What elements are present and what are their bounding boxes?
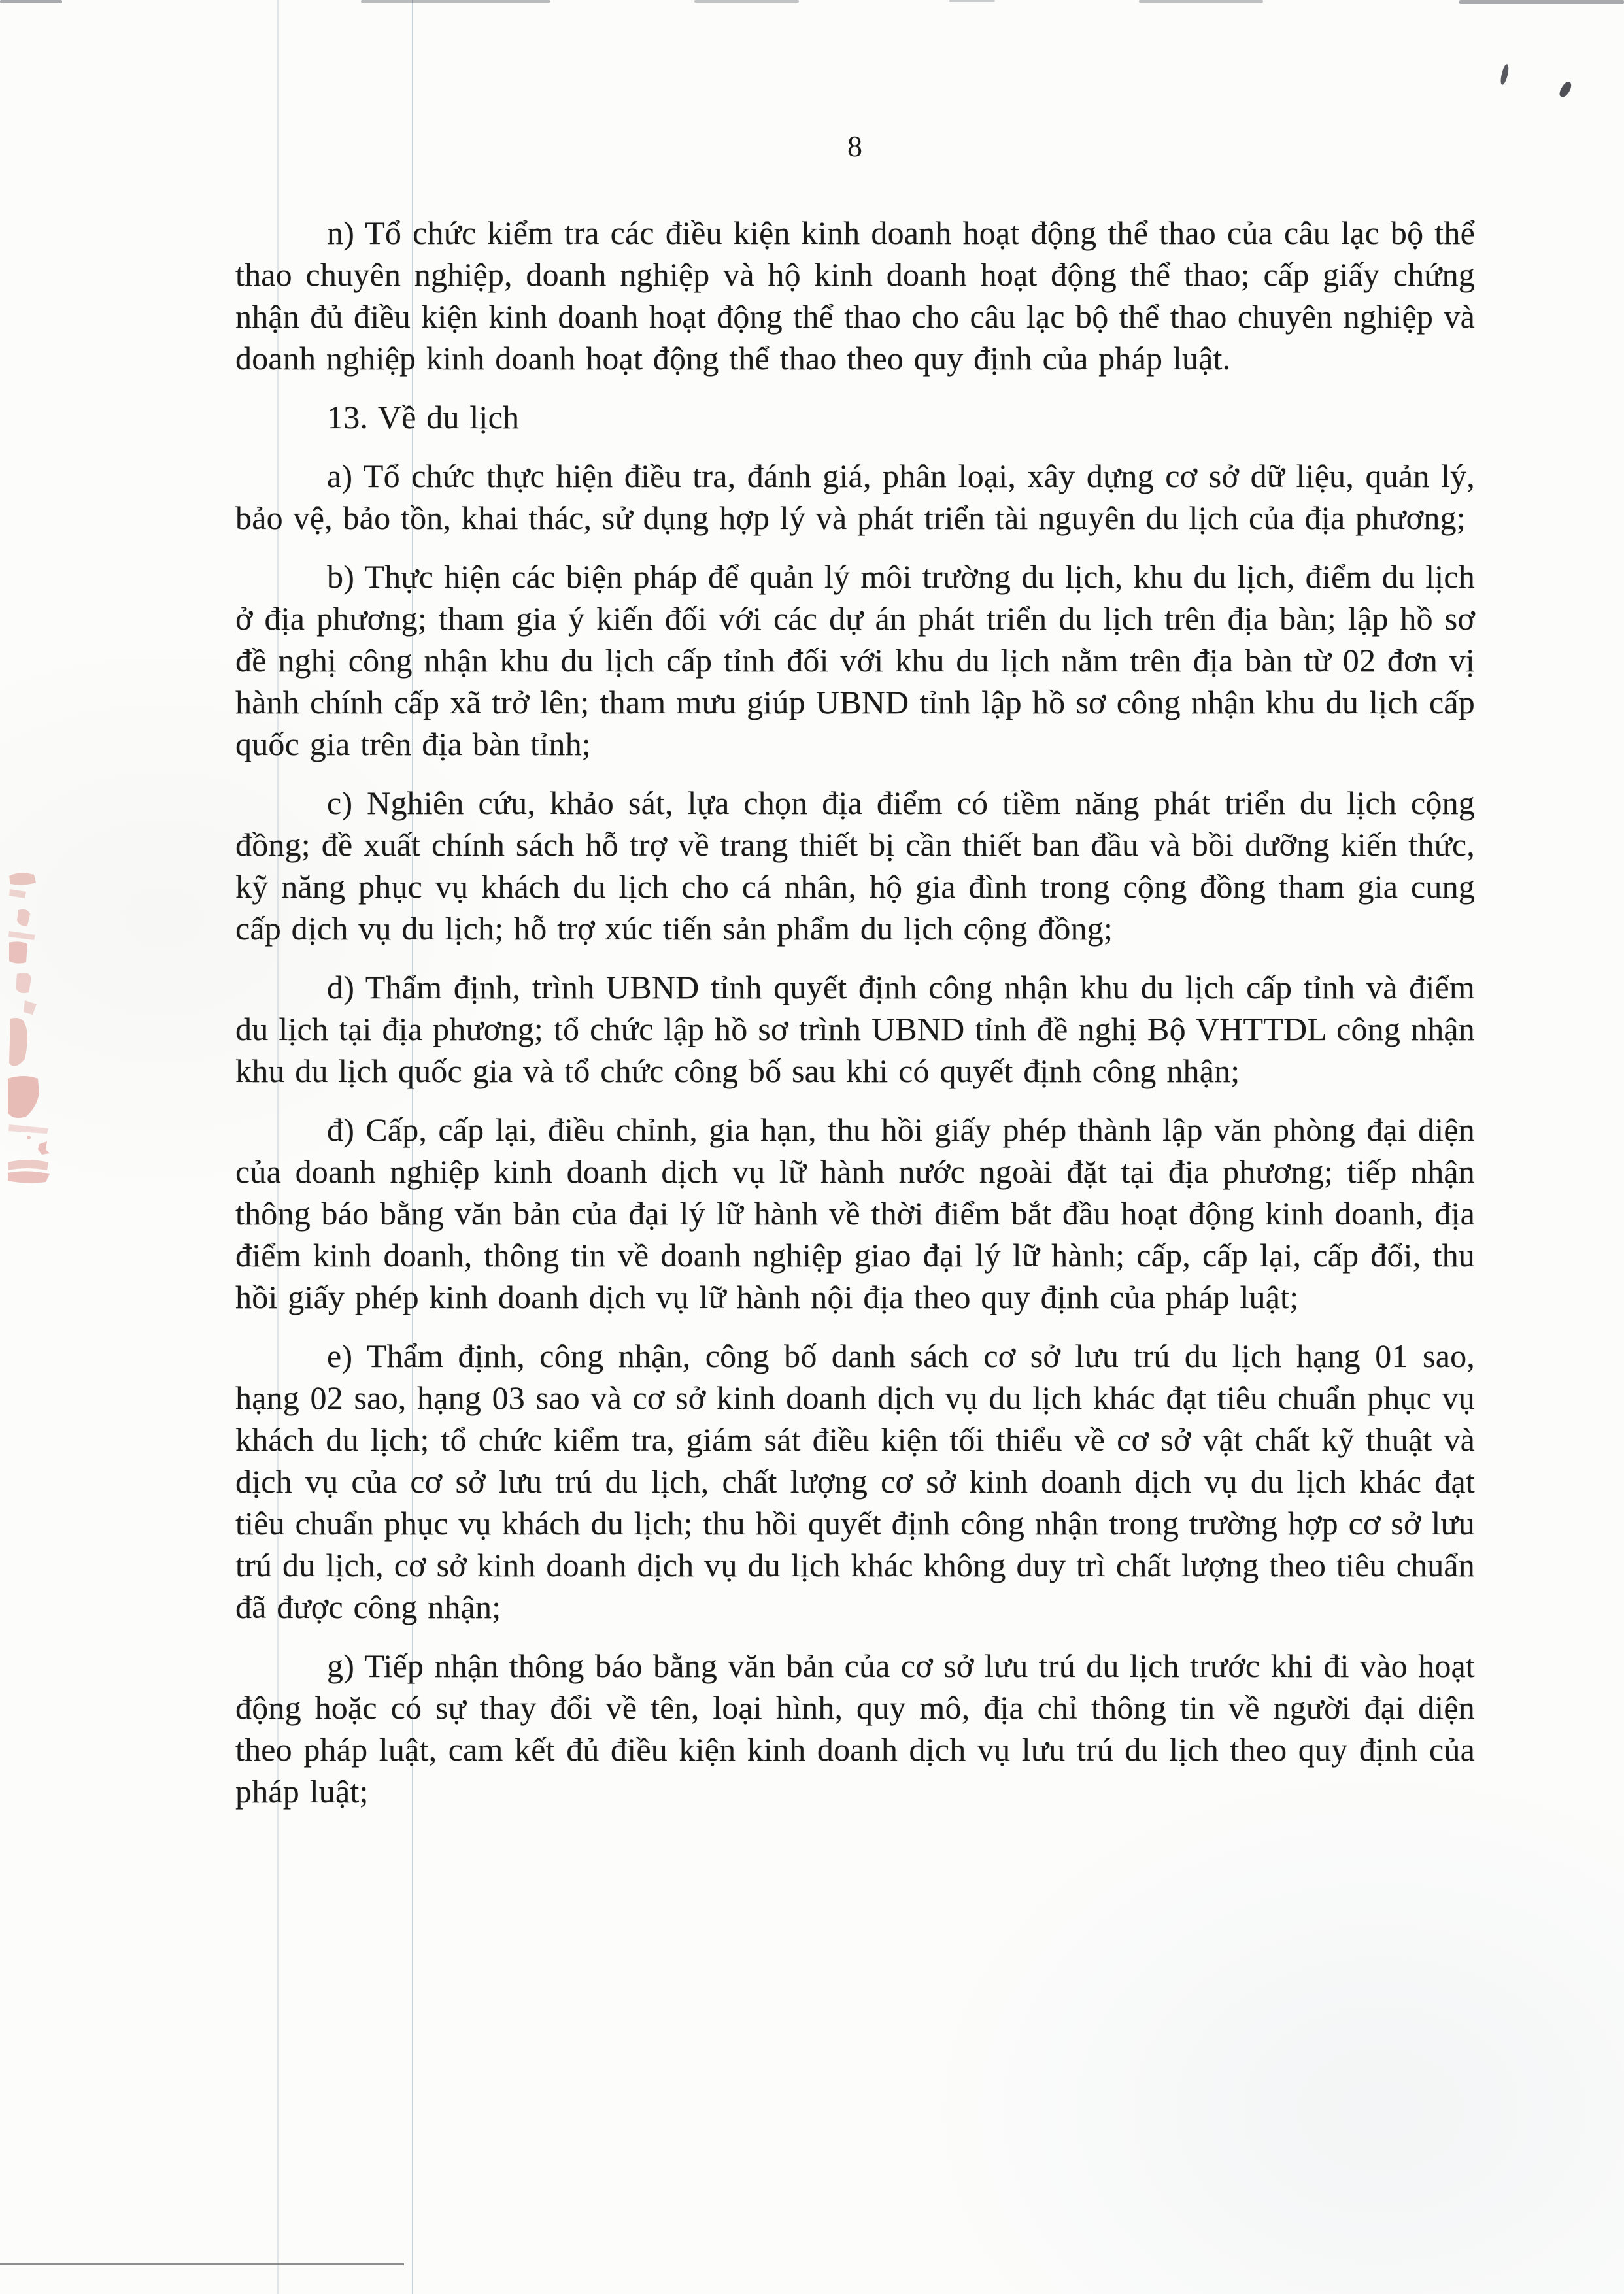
section-heading-13-du-lich: 13. Về du lịch: [327, 399, 520, 435]
scan-smudge-top-edge: [1139, 0, 1263, 3]
scan-line-bottom-left: [0, 2263, 404, 2265]
paragraph-b: b) Thực hiện các biện pháp để quản lý môi trường du lịch, khu du lịch, điểm du lịch ở địa phương; tham gia ý kiến đối với các dự án phát triển du lịch trên địa bàn; lập hồ sơ đề nghị công nhận khu du lịch cấp tỉnh đối với khu du lịch nằm trên địa bàn từ 02 đơn vị hành chính cấp xã trở lên; tham mưu giúp UBND tỉnh lập hồ sơ công nhận khu du lịch cấp quốc gia trên địa bàn tỉnh;: [235, 558, 1475, 762]
paragraph-c: c) Nghiên cứu, khảo sát, lựa chọn địa điểm có tiềm năng phát triển du lịch cộng đồng; đề xuất chính sách hỗ trợ về trang thiết bị cần thiết ban đầu và bồi dưỡng kiến thức, kỹ năng phục vụ khách du lịch cho cá nhân, hộ gia đình trong cộng đồng tham gia cung cấp dịch vụ du lịch; hỗ trợ xúc tiến sản phẩm du lịch cộng đồng;: [235, 784, 1475, 947]
document-body: [235, 129, 1475, 1829]
red-stamp-fragment: [0, 863, 62, 1190]
pen-tick-icon: [1499, 63, 1510, 85]
scan-smudge-top-edge: [1459, 0, 1624, 4]
paragraph-g: g) Tiếp nhận thông báo bằng văn bản của cơ sở lưu trú du lịch trước khi đi vào hoạt động hoặc có sự thay đổi về tên, loại hình, quy mô, địa chỉ thông tin về người đại diện theo pháp luật, cam kết đủ điều kiện kinh doanh dịch vụ lưu trú du lịch theo quy định của pháp luật;: [235, 1647, 1475, 1810]
paragraph-e: e) Thẩm định, công nhận, công bố danh sách cơ sở lưu trú du lịch hạng 01 sao, hạng 02 sao, hạng 03 sao và cơ sở kinh doanh dịch vụ du lịch khác đạt tiêu chuẩn phục vụ khách du lịch; tổ chức kiểm tra, giám sát điều kiện tối thiểu về cơ sở vật chất kỹ thuật và dịch vụ của cơ sở lưu trú du lịch, chất lượng cơ sở kinh doanh dịch vụ du lịch khác đạt tiêu chuẩn phục vụ khách du lịch; thu hồi quyết định công nhận trong trường hợp cơ sở lưu trú du lịch, cơ sở kinh doanh dịch vụ du lịch khác không duy trì chất lượng theo tiêu chuẩn đã được công nhận;: [235, 1338, 1475, 1625]
paragraph-d: d) Thẩm định, trình UBND tỉnh quyết định công nhận khu du lịch cấp tỉnh và điểm du lịch tại địa phương; tổ chức lập hồ sơ trình UBND tỉnh đề nghị Bộ VHTTDL công nhận khu du lịch quốc gia và tổ chức công bố sau khi có quyết định công nhận;: [235, 969, 1475, 1089]
page-number: 8: [847, 129, 863, 163]
scan-smudge-top-edge: [694, 0, 799, 3]
paragraph-a: a) Tổ chức thực hiện điều tra, đánh giá, phân loại, xây dựng cơ sở dữ liệu, quản lý, bảo vệ, bảo tồn, khai thác, sử dụng hợp lý và phát triển tài nguyên du lịch của địa phương;: [235, 458, 1475, 536]
scan-smudge-top-edge: [361, 0, 550, 3]
paragraph-dd: đ) Cấp, cấp lại, điều chỉnh, gia hạn, thu hồi giấy phép thành lập văn phòng đại diện của doanh nghiệp kinh doanh dịch vụ lữ hành nước ngoài đặt tại địa phương; tiếp nhận thông báo bằng văn bản của đại lý lữ hành về thời điểm bắt đầu hoạt động kinh doanh, địa điểm kinh doanh, thông tin về doanh nghiệp giao đại lý lữ hành; cấp, cấp lại, cấp đổi, thu hồi giấy phép kinh doanh dịch vụ lữ hành nội địa theo quy định của pháp luật;: [235, 1111, 1475, 1315]
pen-tick-icon: [1557, 80, 1574, 99]
scan-smudge-top-edge: [0, 0, 62, 3]
scan-smudge-top-edge: [949, 0, 995, 2]
paragraph-n: n) Tổ chức kiểm tra các điều kiện kinh doanh hoạt động thể thao của câu lạc bộ thể thao chuyên nghiệp, doanh nghiệp và hộ kinh doanh hoạt động thể thao; cấp giấy chứng nhận đủ điều kiện kinh doanh hoạt động thể thao cho câu lạc bộ thể thao chuyên nghiệp và doanh nghiệp kinh doanh hoạt động thể thao theo quy định của pháp luật.: [235, 214, 1475, 377]
